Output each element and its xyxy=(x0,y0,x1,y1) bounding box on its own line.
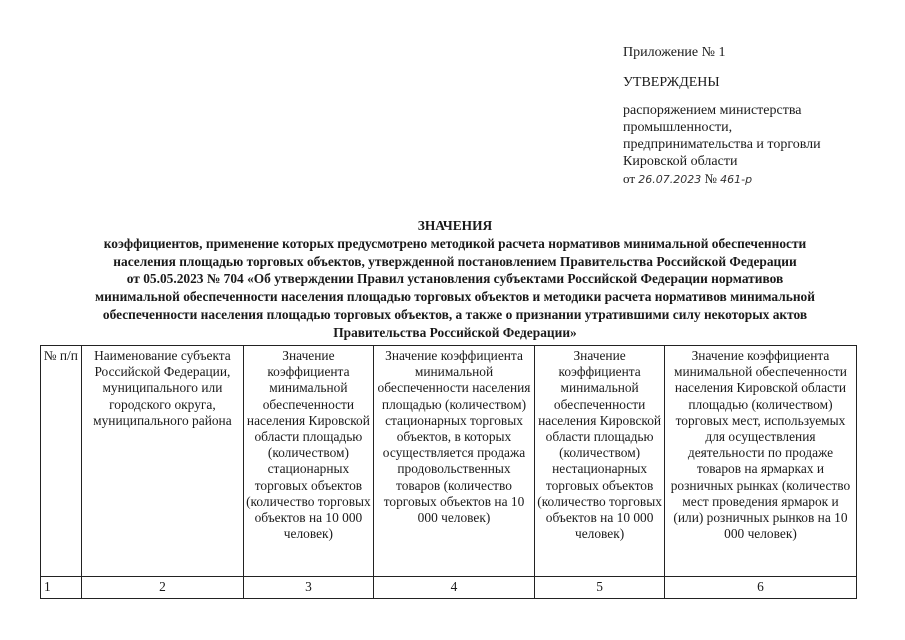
header-cell-subject-name: Наименование субъекта Российской Федерации, муниципального или городского округа, муниципального района xyxy=(81,346,243,577)
order-reference xyxy=(623,102,893,170)
date-prefix: от xyxy=(623,171,636,186)
column-number-cell: 5 xyxy=(535,577,665,599)
title-line: коэффициентов, применение которых предусмотрено методикой расчета нормативов минимальной обеспеченности xyxy=(103,235,807,251)
header-cell-number: № п/п xyxy=(41,346,82,577)
column-number-cell: 6 xyxy=(664,577,856,599)
order-line: промышленности, xyxy=(623,120,733,135)
header-cell-food-objects: Значение коэффициента минимальной обеспеченности населения площадью (количеством) стационарных торговых объектов, в которых осуществляется продажа продовольственных товаров (количество торговых объектов на 10 000 человек) xyxy=(373,346,535,577)
appendix-label: Приложение № 1 xyxy=(623,45,726,60)
handwritten-number: 461-р xyxy=(720,173,753,186)
order-line: предпринимательства и торговли xyxy=(623,137,821,152)
header-cell-fair-places: Значение коэффициента минимальной обеспеченности населения Кировской области площадью (количеством) торговых мест, используемых для осуществления деятельности по продаже товаров на ярмарках и розничных рынках (количество мест проведения ярмарок и (или) розничных рынков на 10 000 человек) xyxy=(664,346,856,577)
title-line: от 05.05.2023 № 704 «Об утверждении Правил установления субъектами Российской Федерации нормативов xyxy=(126,271,784,287)
order-line: распоряжением министерства xyxy=(623,103,802,118)
column-number-cell: 2 xyxy=(81,577,243,599)
handwritten-date: 26.07.2023 xyxy=(638,173,702,186)
approved-label: УТВЕРЖДЕНЫ xyxy=(623,75,720,90)
table-row xyxy=(41,577,857,599)
title-line: минимальной обеспеченности населения площадью торговых объектов и методики расчета нормативов минимальной xyxy=(95,289,815,305)
title-line: обеспеченности населения площадью торговых объектов, а также о признании утратившими силу некоторых актов xyxy=(102,306,808,322)
column-number-cell: 1 xyxy=(41,577,82,599)
column-number-cell: 3 xyxy=(244,577,374,599)
title-line: населения площадью торговых объектов, утвержденной постановлением Правительства Российской Федерации xyxy=(113,253,797,269)
number-prefix: № xyxy=(704,171,717,186)
coefficients-table xyxy=(40,345,857,599)
header-cell-nonstationary-objects: Значение коэффициента минимальной обеспеченности населения Кировской области площадью (количеством) нестационарных торговых объектов (количество торговых объектов на 10 000 человек) xyxy=(535,346,665,577)
title-heading: ЗНАЧЕНИЯ xyxy=(417,218,493,233)
order-date-number xyxy=(623,170,893,188)
table-header-row xyxy=(41,346,857,577)
document-title xyxy=(40,217,870,342)
column-number-cell: 4 xyxy=(373,577,535,599)
header-cell-stationary-objects: Значение коэффициента минимальной обеспеченности населения Кировской области площадью (количеством) стационарных торговых объектов (количество торговых объектов на 10 000 человек) xyxy=(244,346,374,577)
title-line: Правительства Российской Федерации» xyxy=(333,324,577,340)
approval-block xyxy=(623,44,893,188)
order-line: Кировской области xyxy=(623,154,738,169)
